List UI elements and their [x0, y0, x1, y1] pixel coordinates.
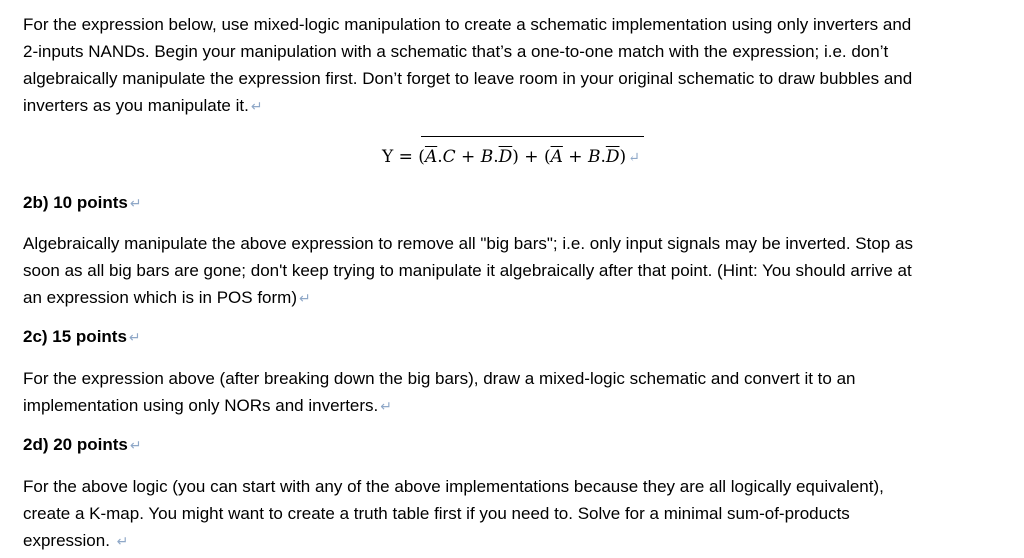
section-2b-heading-text: 2b) 10 points	[23, 193, 128, 212]
section-2c-line-2-text: implementation using only NORs and inverters.	[23, 396, 379, 415]
intro-line-1: For the expression below, use mixed-logic manipulation to create a schematic implementation using only inverters and	[23, 15, 912, 34]
intro-line-4-text: inverters as you manipulate it.	[23, 96, 249, 115]
section-2c-heading-text: 2c) 15 points	[23, 327, 127, 346]
section-2d-line-3-text: expression.	[23, 531, 115, 550]
equation-lhs: Y	[382, 147, 394, 167]
equation-var-a-bar: $\overline{A}$	[424, 147, 438, 167]
section-2b-line-1: Algebraically manipulate the above expression to remove all "big bars"; i.e. only input signals may be inverted. Stop as	[23, 234, 913, 253]
paragraph-mark-icon: ↵	[380, 398, 393, 414]
intro-line-4	[23, 92, 1008, 120]
equation-text	[382, 144, 640, 171]
paragraph-mark-icon: ↵	[250, 98, 263, 114]
equation-dot: .	[437, 147, 443, 167]
equation-equals: =	[398, 147, 413, 167]
equation-plus: +	[524, 147, 539, 167]
section-2c-heading	[23, 323, 141, 351]
section-2b-line-3-text: an expression which is in POS form)	[23, 288, 297, 307]
equation-var-a-bar: $\overline{A}$	[550, 147, 563, 167]
section-2b-heading	[23, 189, 142, 217]
section-2d-heading-text: 2d) 20 points	[23, 435, 128, 454]
section-2c-line-1: For the expression above (after breaking down the big bars), draw a mixed-logic schematic and convert it to an	[23, 369, 856, 388]
section-2d-line-1: For the above logic (you can start with any of the above implementations because they are all logically equivalent),	[23, 477, 884, 496]
paragraph-mark-icon: ↵	[628, 150, 640, 166]
section-2b-line-2: soon as all big bars are gone; don't keep trying to manipulate it algebraically after that point. (Hint: You should arrive at	[23, 261, 912, 280]
paragraph-mark-icon: ↵	[299, 290, 311, 306]
equation-var-b: B	[587, 147, 601, 167]
equation-var-c: C	[442, 147, 456, 167]
intro-line-2: 2-inputs NANDs. Begin your manipulation with a schematic that’s a one-to-one match with the expression; i.e. don’t	[23, 42, 889, 61]
equation-plus: +	[461, 147, 476, 167]
paragraph-mark-icon: ↵	[128, 329, 141, 345]
intro-line-3: algebraically manipulate the expression first. Don’t forget to leave room in your original schematic to draw bubbles and	[23, 69, 913, 88]
equation-var-d-bar: $\overline{D}$	[605, 147, 620, 167]
section-2c-line-2	[23, 392, 1008, 420]
section-2d-line-3	[23, 527, 1008, 555]
equation-paren: (	[418, 147, 425, 167]
equation-dot: .	[493, 147, 499, 167]
paragraph-mark-icon: ↵	[129, 437, 142, 453]
equation-big-overbar	[421, 136, 644, 137]
equation-paren: (	[543, 147, 551, 167]
paragraph-mark-icon: ↵	[116, 533, 129, 549]
paragraph-mark-icon: ↵	[129, 195, 142, 211]
section-2d-heading	[23, 431, 142, 459]
equation-paren: )	[619, 147, 627, 167]
section-2d-line-2: create a K-map. You might want to create a truth table first if you need to. Solve for a minimal sum-of-products	[23, 504, 850, 523]
equation-paren: )	[512, 147, 519, 167]
equation-var-d-bar: $\overline{D}$	[498, 147, 513, 167]
equation-dot: .	[600, 147, 606, 167]
equation-var-b: B	[480, 147, 494, 167]
equation-plus: +	[568, 147, 583, 167]
section-2b-line-3	[23, 284, 1008, 312]
